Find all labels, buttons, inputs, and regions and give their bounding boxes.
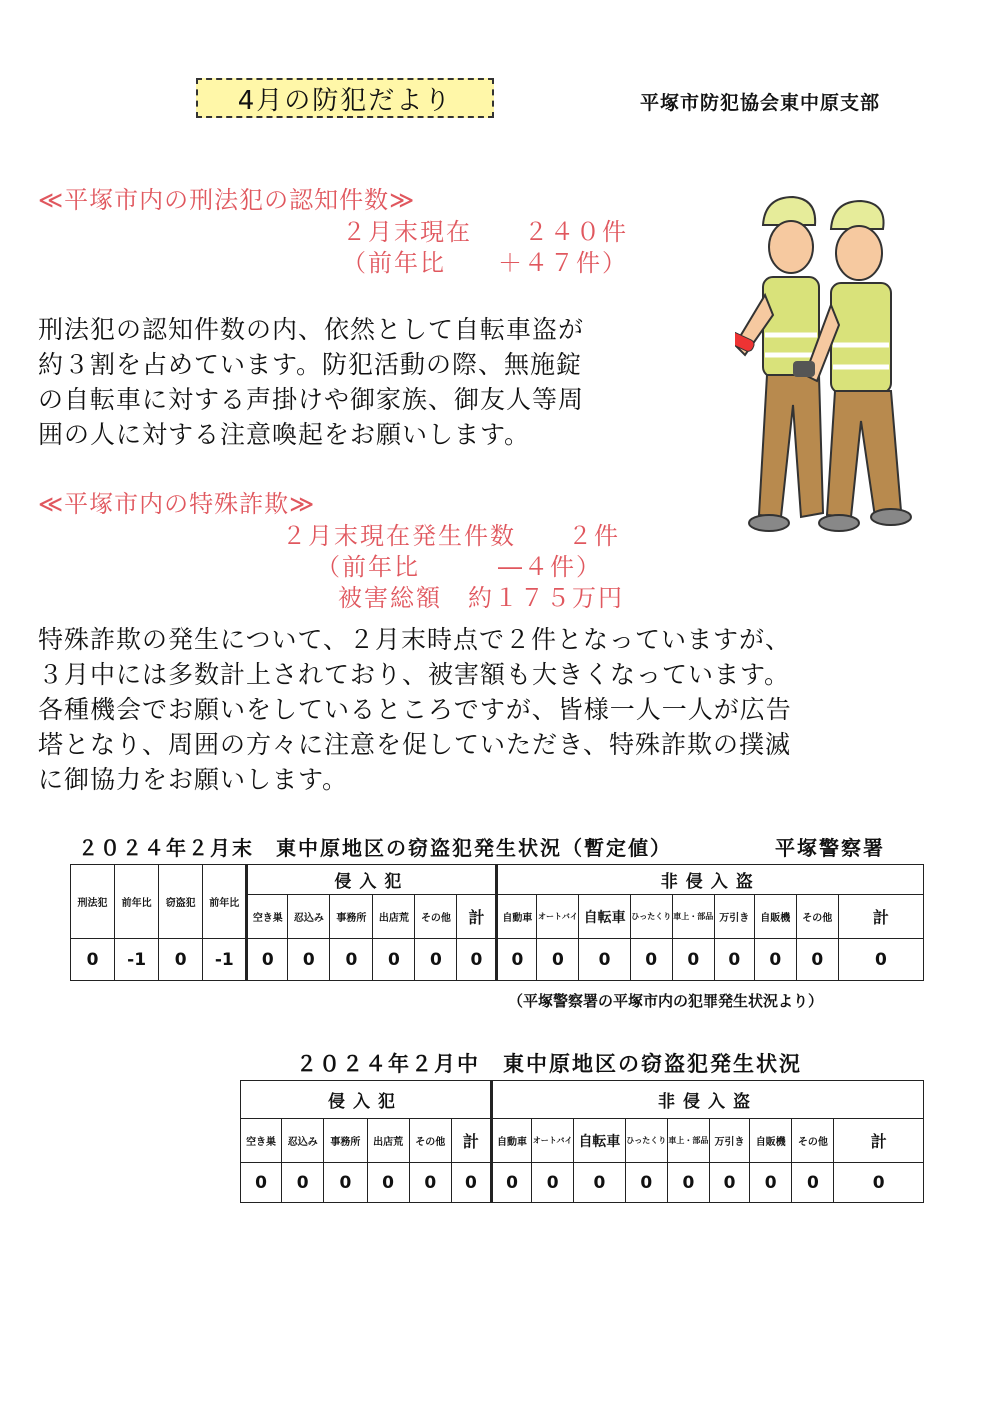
- group-header-intrusion: 侵入犯: [241, 1081, 492, 1119]
- value-cell: 0: [750, 1163, 792, 1203]
- theft-table-end-of-month: [70, 864, 924, 981]
- fraud-count-change: （前年比 ―４件）: [316, 553, 602, 581]
- fraud-paragraph: [38, 622, 898, 797]
- column-header: 計: [834, 1119, 924, 1163]
- value-cell: 0: [330, 939, 373, 981]
- group-header-intrusion: 侵入犯: [247, 865, 497, 895]
- group-header-non-intrusion: 非侵入盗: [497, 865, 924, 895]
- value-cell: 0: [630, 939, 672, 981]
- column-header: 自販機: [750, 1119, 792, 1163]
- column-header: 自販機: [754, 895, 796, 939]
- column-header: ひったくり: [625, 1119, 667, 1163]
- column-header: 忍込み: [288, 895, 330, 939]
- value-cell: 0: [754, 939, 796, 981]
- header-cell: 刑法犯: [71, 865, 115, 939]
- value-cell: 0: [241, 1163, 282, 1203]
- table2-caption: ２０２４年２月中 東中原地区の窃盗犯発生状況: [296, 1052, 802, 1076]
- value-cell: 0: [532, 1163, 574, 1203]
- column-header: 計: [451, 1119, 491, 1163]
- value-cell: 0: [710, 1163, 750, 1203]
- value-cell: 0: [838, 939, 923, 981]
- value-cell: 0: [71, 939, 115, 981]
- column-header: 自転車: [579, 895, 630, 939]
- column-header: その他: [792, 1119, 834, 1163]
- value-cell: 0: [667, 1163, 709, 1203]
- column-header: 出店荒: [373, 895, 415, 939]
- value-cell: 0: [324, 1163, 367, 1203]
- table1-source-note: （平塚警察署の平塚市内の犯罪発生状況より）: [508, 992, 824, 1010]
- value-cell: 0: [451, 1163, 491, 1203]
- column-header: ひったくり: [630, 895, 672, 939]
- column-header: オートバイ: [537, 895, 579, 939]
- page-title: 4月の防犯だより: [196, 78, 494, 118]
- paragraph-line: 約３割を占めています。防犯活動の際、無施錠: [38, 350, 583, 379]
- column-header: その他: [796, 895, 838, 939]
- value-cell: 0: [282, 1163, 324, 1203]
- column-header: 事務所: [324, 1119, 367, 1163]
- paragraph-line: ３月中には多数計上されており、被害額も大きくなっています。: [38, 660, 791, 689]
- column-header: オートバイ: [532, 1119, 574, 1163]
- table1-caption: ２０２４年２月末 東中原地区の窃盗犯発生状況（暫定値）: [78, 836, 672, 860]
- paragraph-line: 刑法犯の認知件数の内、依然として自転車盗が: [38, 315, 585, 344]
- column-header: その他: [415, 895, 457, 939]
- value-cell: 0: [579, 939, 630, 981]
- column-header: 空き巣: [241, 1119, 282, 1163]
- value-cell: 0: [288, 939, 330, 981]
- value-cell: 0: [457, 939, 497, 981]
- column-header: 空き巣: [247, 895, 288, 939]
- column-header: 忍込み: [282, 1119, 324, 1163]
- patrol-volunteers-illustration: [735, 185, 925, 545]
- value-cell: 0: [497, 939, 537, 981]
- value-cell: 0: [672, 939, 714, 981]
- header-cell: 前年比: [203, 865, 247, 939]
- value-cell: 0: [792, 1163, 834, 1203]
- value-cell: 0: [625, 1163, 667, 1203]
- paragraph-line: に御協力をお願いします。: [38, 765, 349, 794]
- column-header: 車上・部品: [672, 895, 714, 939]
- column-header: 車上・部品: [667, 1119, 709, 1163]
- group-header-non-intrusion: 非侵入盗: [491, 1081, 923, 1119]
- value-cell: 0: [159, 939, 203, 981]
- column-header: 自転車: [574, 1119, 625, 1163]
- value-cell: 0: [834, 1163, 924, 1203]
- paragraph-line: 塔となり、周囲の方々に注意を促していただき、特殊詐欺の撲滅: [38, 730, 792, 759]
- column-header: その他: [409, 1119, 451, 1163]
- value-cell: 0: [247, 939, 288, 981]
- theft-table-during-month: [240, 1080, 924, 1203]
- value-cell: -1: [203, 939, 247, 981]
- fraud-heading: ≪平塚市内の特殊詐欺≫: [38, 490, 316, 518]
- column-header: 出店荒: [367, 1119, 409, 1163]
- organization-name: 平塚市防犯協会東中原支部: [640, 92, 881, 114]
- fraud-count: ２月末現在発生件数 ２件: [282, 522, 620, 550]
- column-header: 計: [838, 895, 923, 939]
- paragraph-line: 特殊詐欺の発生について、２月末時点で２件となっていますが、: [38, 625, 792, 654]
- paragraph-line: 各種機会でお願いをしているところですが、皆様一人一人が広告: [38, 695, 792, 724]
- column-header: 事務所: [330, 895, 373, 939]
- value-cell: 0: [367, 1163, 409, 1203]
- table1-source: 平塚警察署: [775, 836, 885, 860]
- value-cell: 0: [409, 1163, 451, 1203]
- value-cell: 0: [415, 939, 457, 981]
- value-cell: 0: [491, 1163, 531, 1203]
- paragraph-line: 囲の人に対する注意喚起をお願いします。: [38, 420, 531, 449]
- value-cell: 0: [796, 939, 838, 981]
- fraud-damage-amount: 被害総額 約１７５万円: [338, 584, 624, 612]
- column-header: 万引き: [714, 895, 754, 939]
- value-cell: -1: [115, 939, 159, 981]
- crime-count-change: （前年比 ＋４７件）: [342, 249, 628, 277]
- header-cell: 窃盗犯: [159, 865, 203, 939]
- crime-count-heading: ≪平塚市内の刑法犯の認知件数≫: [38, 186, 416, 214]
- crime-count-value: ２月末現在 ２４０件: [342, 218, 628, 246]
- value-cell: 0: [574, 1163, 625, 1203]
- paragraph-line: の自転車に対する声掛けや御家族、御友人等周: [38, 385, 585, 414]
- header-cell: 前年比: [115, 865, 159, 939]
- column-header: 自動車: [497, 895, 537, 939]
- column-header: 計: [457, 895, 497, 939]
- value-cell: 0: [537, 939, 579, 981]
- value-cell: 0: [714, 939, 754, 981]
- column-header: 万引き: [710, 1119, 750, 1163]
- value-cell: 0: [373, 939, 415, 981]
- column-header: 自動車: [491, 1119, 531, 1163]
